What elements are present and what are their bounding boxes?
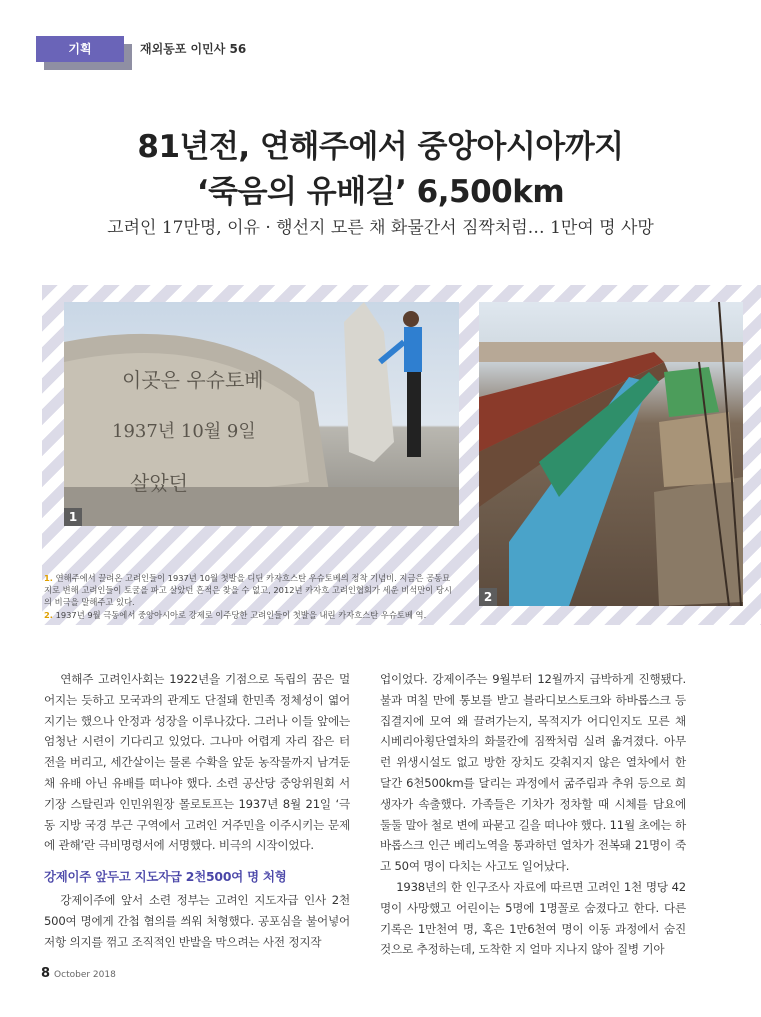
photo-number-1: 1 xyxy=(64,508,82,526)
series-label: 재외동포 이민사 56 xyxy=(140,42,247,56)
article-subhead: 강제이주 앞두고 지도자급 2천500여 명 처형 xyxy=(44,869,287,885)
svg-text:1937년 10월 9일: 1937년 10월 9일 xyxy=(112,421,256,442)
headline-line-1: 81년전, 연해주에서 중앙아시아까지 xyxy=(137,129,624,165)
article-left-column xyxy=(44,669,350,953)
caption-1 xyxy=(44,572,456,608)
section-tab: 기획 xyxy=(36,36,124,62)
caption-2 xyxy=(44,609,456,621)
photo-number-2: 2 xyxy=(479,588,497,606)
article-paragraph: 업이었다. 강제이주는 9월부터 12월까지 급박하게 진행됐다. 불과 며칠 만에 통보를 받고 블라디보스토크와 하바롭스크 등 집결지에 모여 왜 끌려가는지, 목적지가 어디인지도 모른 채 시베리아횡단열차의 화물칸에 짐짝처럼 실려 옮겨졌다. 아무런 위생시설도 없고 방한 장치도 갖춰지지 않은 열차에서 한 달간 6천500km를 달리는 과정에서 굶주림과 추위 등으로 희생자가 속출했다. 가족들은 기차가 정차할 때 시체를 담요에 둘둘 말아 철로 변에 파묻고 길을 떠나야 했다. 11월 초에는 하바롭스크 인근 베리노역을 통과하던 열차가 전복돼 21명이 죽고 50여 명이 다치는 사고도 일어났다. xyxy=(380,672,686,874)
article-paragraph: 연해주 고려인사회는 1922년을 기점으로 독립의 꿈은 멀어지는 듯하고 모국과의 관계도 단절돼 한민족 정체성이 엷어지기는 했으나 안정과 성장을 이루나갔다. 그러나 이들 앞에는 엄청난 시련이 기다리고 있었다. 그나마 어렵게 자리 잡은 터전을 버리고, 세간살이는 물론 수확을 앞둔 농작물까지 남겨둔 채 유배 아닌 유배를 떠나야 했다. 소련 공산당 중앙위원회 서기장 스탈린과 인민위원장 몰로토프는 1937년 8월 21일 ‘극동 지방 국경 부근 구역에서 고려인 거주민을 이주시키는 문제에 관해’란 극비명령서에 서명했다. 비극의 시작이었다. xyxy=(44,672,350,853)
page-folio xyxy=(41,966,116,981)
caption-number: 1. xyxy=(44,573,53,583)
svg-text:살았던: 살았던 xyxy=(130,471,188,495)
article-right-column xyxy=(380,669,686,960)
caption-text: 1937년 9월 극동에서 중앙아시아로 강제로 이주당한 고려인들이 첫발을 내린 카자흐스탄 우슈토베 역. xyxy=(55,610,427,620)
memorial-photo xyxy=(64,302,459,526)
article-paragraph: 강제이주에 앞서 소련 정부는 고려인 지도자급 인사 2천500여 명에게 간첩 혐의를 씌워 처형했다. 공포심을 불어넣어 저항 의지를 꺾고 조직적인 반발을 막으려는 사전 정지작 xyxy=(44,893,350,949)
photo-captions xyxy=(44,572,456,622)
issue-date: October 2018 xyxy=(54,970,116,980)
headline-line-2: ‘죽음의 유배길’ 6,500km xyxy=(196,174,565,210)
memorial-photo-illustration xyxy=(64,302,459,526)
subtitle: 고려인 17만명, 이유 · 행선지 모른 채 화물간서 짐짝처럼… 1만여 명 사망 xyxy=(107,218,654,238)
svg-text:이곳은 우슈토베: 이곳은 우슈토베 xyxy=(122,368,264,392)
caption-text: 연해주에서 끌려온 고려인들이 1937년 10월 첫발을 디딘 카자흐스탄 우슈토베의 정착 기념비. 지금은 공동묘지로 변해 고려인들이 토굴을 파고 살았던 흔적은 찾을 수 없고, 2012년 카자흐 고려인협회가 세운 비석만이 당시의 비극을 말해주고 있다. xyxy=(44,573,452,607)
caption-number: 2. xyxy=(44,610,53,620)
page-number: 8 xyxy=(41,966,51,981)
railway-photo-illustration xyxy=(479,302,743,606)
article-paragraph: 1938년의 한 인구조사 자료에 따르면 고려인 1천 명당 42명이 사망했고 어린이는 5명에 1명꼴로 숨졌다고 한다. 다른 기록은 1만천여 명, 혹은 1만6천여 명이 이동 과정에서 숨진 것으로 추정하는데, 도착한 지 얼마 지나지 않아 질병 기아 xyxy=(380,879,686,957)
railway-station-photo xyxy=(479,302,743,606)
